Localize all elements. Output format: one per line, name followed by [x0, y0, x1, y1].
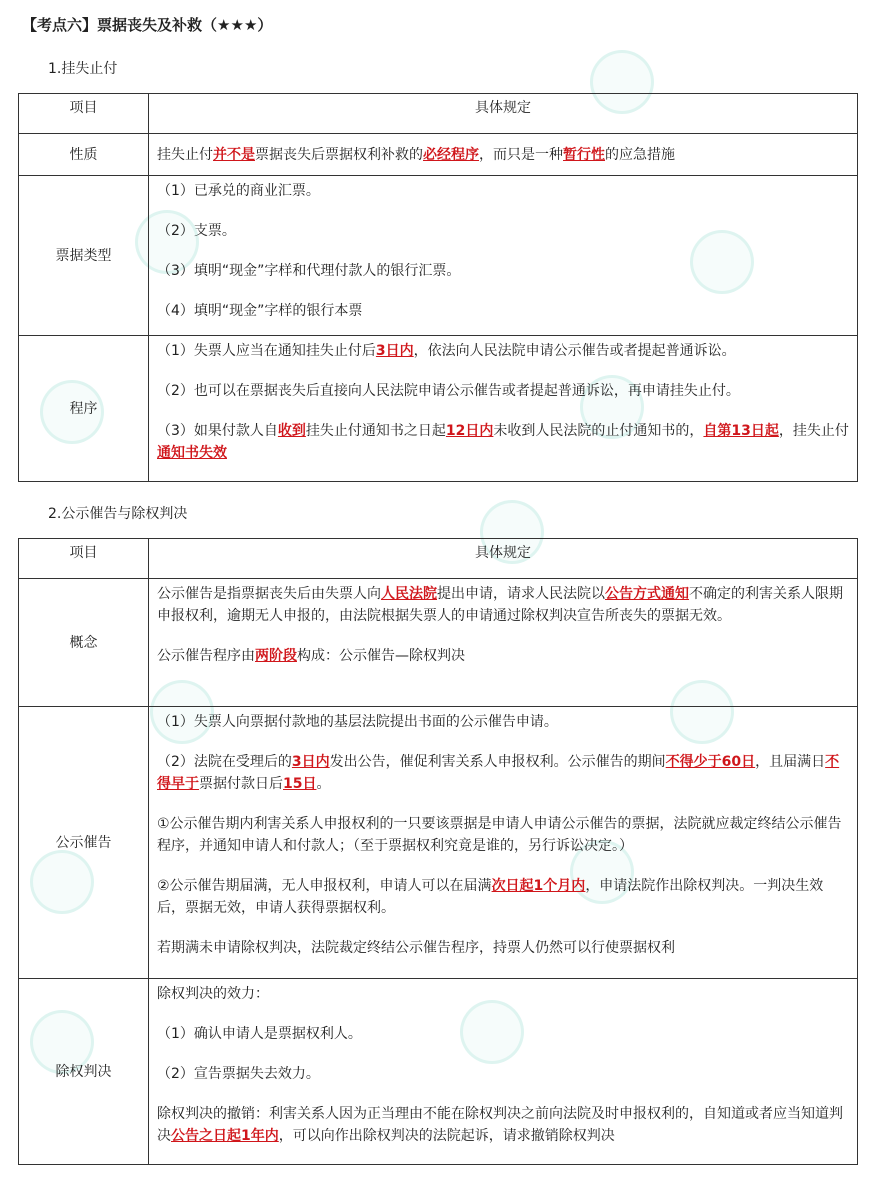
- section2-title: 2.公示催告与除权判决: [48, 506, 188, 522]
- text-run: 不确定的利害关系人限期申报权利，逾期无人申报的，由法院根据失票人的申请通过除权判决宣告所丧失的票据无效。: [157, 586, 843, 624]
- text-run: 公示催告是指票据丧失后由失票人向: [157, 586, 381, 602]
- highlight-keyword: 收到: [277, 423, 306, 439]
- paragraph: [157, 1023, 849, 1045]
- paragraph: [157, 220, 849, 242]
- highlight-keyword: 通知书失效: [157, 445, 227, 461]
- paragraph: [157, 340, 849, 362]
- row-content: [149, 336, 858, 482]
- text-run: 除权判决的撤销：利害关系人因为正当理由不能在除权判决之前向法院及时申报权利的，自知道或者应当知道判决: [157, 1106, 843, 1144]
- table-row: [19, 979, 858, 1165]
- text-run: 构成：公示催告—除权判决: [297, 648, 465, 664]
- table-row: [19, 707, 858, 979]
- header-item: 项目: [19, 94, 149, 134]
- text-run: 公示催告程序由: [157, 648, 255, 664]
- paragraph: [157, 875, 849, 919]
- row-content: [149, 134, 858, 176]
- header-rules: 具体规定: [149, 94, 858, 134]
- text-run: （4）填明“现金”字样的银行本票: [157, 303, 363, 319]
- row-item-public-summons: 公示催告: [19, 707, 149, 979]
- paragraph: [157, 380, 849, 402]
- text-run: 票据丧失后票据权利补救的: [255, 147, 423, 163]
- paragraph: [157, 1063, 849, 1085]
- paragraph: [157, 937, 849, 959]
- table-row: [19, 336, 858, 482]
- table-header-row: [19, 539, 858, 579]
- heading-title: 票据丧失及补救（★★★）: [97, 16, 273, 34]
- header-rules: 具体规定: [149, 539, 858, 579]
- highlight-keyword: 不得早于: [157, 754, 840, 792]
- paragraph: [157, 1103, 849, 1147]
- text-run: （3）如果付款人自: [157, 423, 278, 439]
- row-content: [149, 579, 858, 707]
- row-content: [149, 979, 858, 1165]
- paragraph: [157, 583, 849, 627]
- paragraph: [157, 260, 849, 282]
- row-item-bill-types: 票据类型: [19, 176, 149, 336]
- highlight-keyword: 公告之日起1年内: [171, 1128, 279, 1144]
- text-run: ，挂失止付: [778, 423, 849, 439]
- paragraph: [157, 300, 849, 322]
- paragraph: [157, 420, 849, 464]
- table-public-summons: [18, 538, 858, 1165]
- text-run: 挂失止付通知书之日起: [305, 423, 446, 439]
- text-run: 提出申请，请求人民法院以: [437, 586, 605, 602]
- table-header-row: [19, 94, 858, 134]
- paragraph: [157, 180, 849, 202]
- highlight-keyword: 人民法院: [381, 586, 437, 602]
- header-item: 项目: [19, 539, 149, 579]
- row-content: [149, 707, 858, 979]
- text-run: 。: [316, 776, 331, 792]
- text-run: 挂失止付: [157, 147, 213, 163]
- highlight-keyword: 并不是: [213, 147, 255, 163]
- text-run: （1）已承兑的商业汇票。: [157, 183, 320, 199]
- paragraph: [157, 751, 849, 795]
- heading-label: 考点六: [37, 16, 83, 34]
- highlight-keyword: 3日内: [375, 343, 414, 359]
- text-run: （2）宣告票据失去效力。: [157, 1066, 320, 1082]
- text-run: ，而只是一种: [479, 147, 563, 163]
- row-item-concept: 概念: [19, 579, 149, 707]
- paragraph: [157, 711, 849, 733]
- table-row: [19, 176, 858, 336]
- highlight-keyword: 不得少于60日: [665, 754, 756, 770]
- paragraph: [157, 813, 849, 857]
- text-run: ，申请法院作出除权判决。一判决生效后，票据无效，申请人获得票据权利。: [157, 878, 824, 916]
- table-row: [19, 134, 858, 176]
- text-run: 的应急措施: [605, 147, 675, 163]
- text-run: （2）支票。: [157, 223, 236, 239]
- row-item-procedure: 程序: [19, 336, 149, 482]
- text-run: （3）填明“现金”字样和代理付款人的银行汇票。: [157, 263, 461, 279]
- highlight-keyword: 15日: [283, 776, 317, 792]
- table-row: [19, 579, 858, 707]
- text-run: 发出公告，催促利害关系人申报权利。公示催告的期间: [329, 754, 666, 770]
- paragraph: [157, 144, 849, 166]
- highlight-keyword: 自第13日起: [703, 423, 779, 439]
- paragraph: [157, 645, 849, 667]
- highlight-keyword: 两阶段: [255, 648, 297, 664]
- heading-bracket-close: 】: [82, 16, 98, 34]
- text-run: 若期满未申请除权判决，法院裁定终结公示催告程序，持票人仍然可以行使票据权利: [157, 940, 675, 956]
- table-lost-notice: [18, 93, 858, 482]
- text-run: 除权判决的效力：: [157, 986, 269, 1002]
- highlight-keyword: 必经程序: [423, 147, 479, 163]
- row-item-exclusion-judgment: 除权判决: [19, 979, 149, 1165]
- text-run: ，依法向人民法院申请公示催告或者提起普通诉讼。: [413, 343, 736, 359]
- paragraph: [157, 983, 849, 1005]
- text-run: （1）失票人向票据付款地的基层法院提出书面的公示催告申请。: [157, 714, 558, 730]
- heading-bracket-open: 【: [22, 16, 38, 34]
- highlight-keyword: 公告方式通知: [605, 586, 689, 602]
- text-run: （1）失票人应当在通知挂失止付后: [157, 343, 376, 359]
- highlight-keyword: 次日起1个月内: [491, 878, 586, 894]
- text-run: （2）法院在受理后的: [157, 754, 292, 770]
- text-run: 未收到人民法院的止付通知书的，: [493, 423, 704, 439]
- text-run: （2）也可以在票据丧失后直接向人民法院申请公示催告或者提起普通诉讼，再申请挂失止付。: [157, 383, 740, 399]
- text-run: ，且届满日: [755, 754, 826, 770]
- highlight-keyword: 12日内: [445, 423, 494, 439]
- text-run: ，可以向作出除权判决的法院起诉，请求撤销除权判决: [278, 1128, 615, 1144]
- section1-title: 1.挂失止付: [48, 61, 118, 77]
- topic-heading: [22, 14, 272, 35]
- text-run: （1）确认申请人是票据权利人。: [157, 1026, 362, 1042]
- row-item-nature: 性质: [19, 134, 149, 176]
- text-run: ②公示催告期届满，无人申报权利，申请人可以在届满: [157, 878, 492, 894]
- row-content: [149, 176, 858, 336]
- text-run: ①公示催告期内利害关系人申报权利的一只要该票据是申请人申请公示催告的票据，法院就应裁定终结公示催告程序，并通知申请人和付款人；（至于票据权利究竟是谁的，另行诉讼决定。）: [157, 816, 842, 854]
- highlight-keyword: 暂行性: [563, 147, 605, 163]
- highlight-keyword: 3日内: [291, 754, 330, 770]
- text-run: 票据付款日后: [199, 776, 283, 792]
